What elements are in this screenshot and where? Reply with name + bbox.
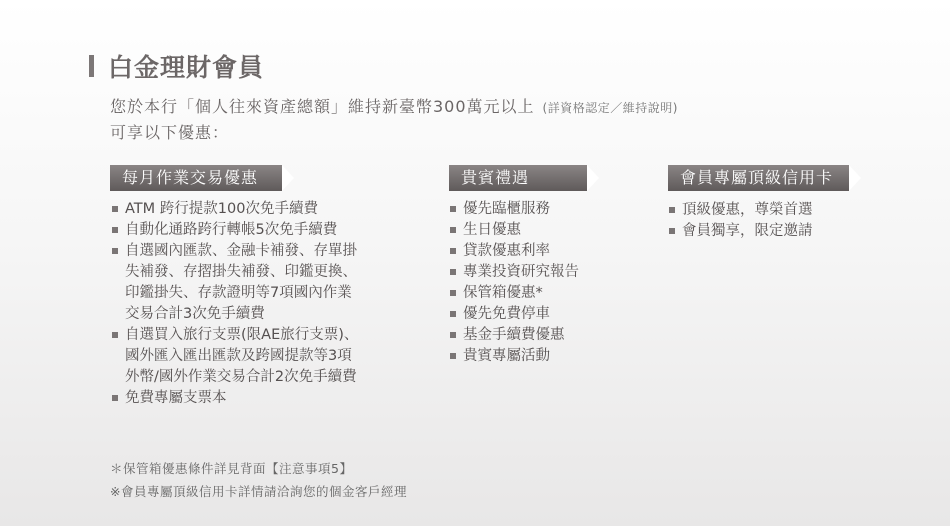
list-item: 自選國內匯款、金融卡補發、存單掛 失補發、存摺掛失補發、印鑑更換、 印鑑掛失、存款證明等7項國內作業 交易合計3次免手續費 <box>111 241 411 325</box>
list-item: 優先臨櫃服務 <box>449 199 649 220</box>
credit-card-benefits-list <box>668 200 888 242</box>
list-item: 會員獨享，限定邀請 <box>668 221 888 242</box>
section-heading-monthly: 每月作業交易優惠 <box>110 165 282 191</box>
title-accent-bar <box>89 55 94 77</box>
list-item: 貸款優惠利率 <box>449 241 649 262</box>
vip-benefits-list <box>449 199 649 367</box>
list-item: 專業投資研究報告 <box>449 262 649 283</box>
section-heading-vip: 貴賓禮遇 <box>449 165 587 191</box>
section-heading-credit-card: 會員專屬頂級信用卡 <box>668 165 849 191</box>
list-item: 基金手續費優惠 <box>449 325 649 346</box>
footnote-safe-box: ＊保管箱優惠條件詳見背面【注意事項5】 <box>110 461 353 476</box>
monthly-benefits-list <box>111 199 411 409</box>
intro-line <box>110 94 678 117</box>
list-item: 自動化通路跨行轉帳5次免手續費 <box>111 220 411 241</box>
footnote-credit-card: ※會員專屬頂級信用卡詳情請洽詢您的個金客戶經理 <box>110 484 407 499</box>
list-item: 保管箱優惠* <box>449 283 649 304</box>
page-title: 白金理財會員 <box>108 53 265 82</box>
list-item: 優先免費停車 <box>449 304 649 325</box>
list-item: 自選買入旅行支票(限AE旅行支票)、 國外匯入匯出匯款及跨國提款等3項 外幣/國外作業交易合計2次免手續費 <box>111 325 411 388</box>
eligibility-note-link[interactable]: (詳資格認定／維持說明) <box>542 101 678 115</box>
list-item: 頂級優惠，尊榮首選 <box>668 200 888 221</box>
list-item: 免費專屬支票本 <box>111 388 411 409</box>
list-item: 貴賓專屬活動 <box>449 346 649 367</box>
list-item: 生日優惠 <box>449 220 649 241</box>
list-item: ATM 跨行提款100次免手續費 <box>111 199 411 220</box>
intro-line-2: 可享以下優惠： <box>110 123 230 142</box>
intro-text: 您於本行「個人往來資產總額」維持新臺幣300萬元以上 <box>110 97 535 116</box>
